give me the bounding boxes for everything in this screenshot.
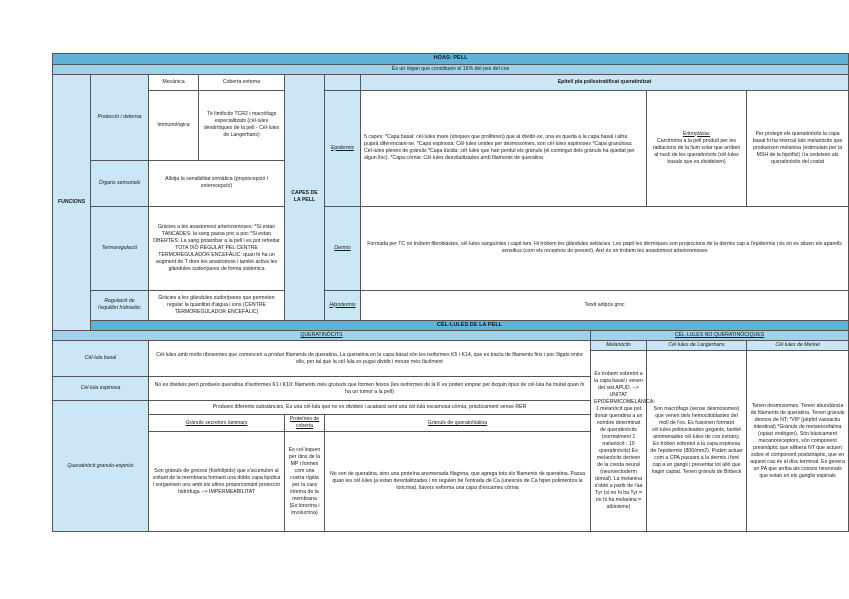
melanocits-text: És trobem sobretot a la capa basal i venen del sist APUD. --> UNITAT EPIDÈRMICOMELÀNICA: 1 melanòcit que pot donar queratina a un nombre determinat de queratinòcits (normalment 1 melanòcit : 10 queratinòcits) És melanòcits deriven de la cresta neural (neuroectoderm dorsal). La melanina s'obté a partir de l'aa Tyr (si no hi ha Tyr = no hi ha melanina = albinisme) bbox=[591, 351, 647, 532]
espinosa-text: No es divideix però produeix queratina d'isoformes K1 i K10: filaments més gruixuts que formen feixos (les isoformes de la K es poden emprar per dxquin tipus de cèl·lula ha mutat quan hi ha un tumor a la pell) bbox=[149, 377, 591, 401]
termo-label: Termoregulació bbox=[91, 206, 149, 290]
granulo-col1-title: Grànuls secretors laminars bbox=[149, 415, 285, 432]
melanocits-header: Melanòcits bbox=[591, 341, 647, 351]
hipodermis-label: Hipodermis bbox=[325, 290, 361, 320]
merkel-header: Cèl·lules de Merkel bbox=[747, 341, 849, 351]
dermis-label: Dermis bbox=[325, 206, 361, 290]
hipodermis-text: Teixit adipós groc bbox=[361, 290, 849, 320]
coberta-label: Coberta externa bbox=[199, 74, 285, 90]
eritroplasia bbox=[647, 90, 747, 206]
hoas-title-row bbox=[53, 54, 849, 65]
dermis-text: Formada per TC on trobem fibroblastes, cèl·lules sanguínies i capil·lars. Hi trobem les glàndules sebàcies. Les papil·les dèrmiques son projeccions de la dermis cap a l'epidermis i és on es situen els aparells sensitius (com els receptors de pressió). Així és on trobem les anastomosi arteriovenoses bbox=[361, 206, 849, 290]
basal-label: Cèl·lula basal bbox=[53, 341, 149, 377]
granulo-label: Queratinòcit granulo-espinós bbox=[53, 401, 149, 532]
funcions-label: FUNCIONS bbox=[53, 74, 91, 331]
granulo-col2-text: Es col·loquen per dins de la MP i formen com una costra rígida per la cara interna de la membrana (Ex:loricrina i involucrina) bbox=[285, 432, 325, 532]
organs-text: Allotja la sensibilitat somàtica (propiocepció i exterocepció) bbox=[149, 160, 285, 206]
organs-label: Òrgans sensorials bbox=[91, 160, 149, 206]
immunologica-label: Immunològica bbox=[149, 90, 199, 160]
capes-label: CAPES DE LA PELL bbox=[285, 74, 325, 320]
queratinocits-header: QUERATINÒCITS bbox=[53, 331, 591, 341]
merkel-text: Tenen desmosomes. Tenen abundància de filaments de queratina. Tenen grànuls densos de NT: *VIP (pèptid vasoactiu intestinal) *Grànuls de metaencefalina (opiaci endògen). Són bàsicament mecanoreceptors, són component presinàptic que allibera NT que actuen sobre el component postsinàptic, que en aquest cas és el disc terminal. Es genera un PA que arriba als cossos neuronals que estan en els ganglis espinals bbox=[747, 351, 849, 532]
espinosa-label: Cèl·lula espinosa bbox=[53, 377, 149, 401]
hoas-subtitle: És un òrgan que constitueix el 16% del pes del cos bbox=[53, 64, 849, 74]
epidermis-text: 5 capes: *Capa basal: cèl·lules mare (úniques que proliferen) que al dividir-se, una es queda a la capa basal i altra pujarà diferenciant-se. *Capa espinosa: Cèl·lules unides per desmosomes, son cèl·lules espinoses *Capa granulosa: Cèl·lules plenes de grànuls *Capa lúcida: cèl·lules que han perdut els grànuls (el contingut dels grànuls ha quedat per algun lloc). *Capa còrnia: Cèl·lules desvitalitzades amb filaments de queratina bbox=[361, 90, 647, 206]
noquerat-header: CÈL·LULES NO QUERATINÒCIQUES bbox=[591, 331, 849, 341]
melanocit-protect-text: Per protegir els queratinòcits la capa basal hi ha intercal·lats melanòcits que produeixen melanina (estimulats per la MSH de la hipòfisi) i la cedeixen als queratinòcits del costat bbox=[747, 90, 849, 206]
langerhans-header: Cèl·lules de Langerhans bbox=[647, 341, 747, 351]
eritroplasia-text: Carcinoma a la pell produït per les radiacions de la llum solar que arriben al nucli de les queratinòcits (cèl·lules basals que es divideixen) bbox=[652, 137, 741, 165]
langerhans-text: Son macròfags (sense desmosomes) que venen dels hemocitoblastes del moll de l'os. Es fusionen formant cèl·lules polinucleades gegants, també anomenades cèl·lules de cos estrany. Es troben sobretot a la capa espinosa de l'epidermis (800/mm2). Poden actuar com a CPA passant a la dermis i fent cap a un gangli i presentar tot allò que hagin captat. Tenen grànuls de Birbeck bbox=[647, 351, 747, 532]
granulo-intro: Produeix diferents substàncies. És una cèl·lula que no es divideix i acabarà sent una cèl·lula escamosa-còrnia, pràcticament sense RER bbox=[149, 401, 591, 415]
epidermis-label: Epidermis bbox=[325, 90, 361, 206]
proteccio-label: Protecció i defensa bbox=[91, 74, 149, 160]
cells-title: CÈL·LULES DE LA PELL bbox=[91, 320, 849, 331]
capes-blank bbox=[325, 74, 361, 90]
eritroplasia-title: Eritroplàsia: bbox=[682, 130, 711, 137]
termo-text: Gràcies a les anastomosi arteriovenoses: *Si estan TANCADES: la sang passa poc a poc *Si estan OBERTES: La sang potarribar a la pell i es pot refredar TOTA IXÒ REGULAT PEL CENTRE TERMOREGULADOR ENCEFÀLIC: quan hi ha un augment de T dore les anastomosi i també activa les glàndules sudorípares de forma sistèmica bbox=[149, 206, 285, 290]
hidro-label: Regulació de l'equilibri hídroelèc bbox=[91, 290, 149, 320]
pell-summary-table bbox=[52, 53, 849, 532]
immunologica-text: Té limfòcits TCR2 i macròfags especialitzats (cèl·lules dendrítiques de la pell - Cèl·lules de Langerhans) bbox=[199, 90, 285, 160]
granulo-col1-text: Son grànuls de greixos (fosfolípids) que s'acumulen al voltant de la membrana formant una doble capa lipídica i sorganixen uns amb els altres proporcionant protecció hidròfuga --> IMPERMEABILITAT bbox=[149, 432, 285, 532]
granulo-col2-title: Proteïnes de coberta bbox=[285, 415, 325, 432]
hoas-title: HOAS: PELL bbox=[53, 54, 849, 65]
hidro-text: Gràcies a les glàndules sudorípares que permeten regular la quantitat d'aigua i ions (CENTRE TERMOREGULADOR ENCEFÀLIC) bbox=[149, 290, 285, 320]
granulo-col3-title: Grànuls de queratohialina bbox=[325, 415, 591, 432]
basal-text: Cèl·lules amb molts ribosomes que comencen a produir filaments de queratina. La queratina en la capa basal són les isoformes K5 i K14, que es tracta de filaments fins i poc lligats entre ells, per tal que la cèl·lula es pugui dividir i moure més fàcilment bbox=[149, 341, 591, 377]
granulo-col3-text: No son de queratina, sino una proteïna anomenada filagrina, que agrega tots els filaments de queratina. Passa quan les cèl·lules ja estan desvitalitzades i no regulen bé l'entrada de Ca (unexcés de Ca hiper polimeritza la loricrina), llavors esforma una capa d'escames còrnia bbox=[325, 432, 591, 532]
mecanica-label: Mecànica bbox=[149, 74, 199, 90]
hoas-subtitle-row bbox=[53, 64, 849, 74]
capes-header: Epiteli pla poliestratificat queratinitzat bbox=[361, 74, 849, 90]
